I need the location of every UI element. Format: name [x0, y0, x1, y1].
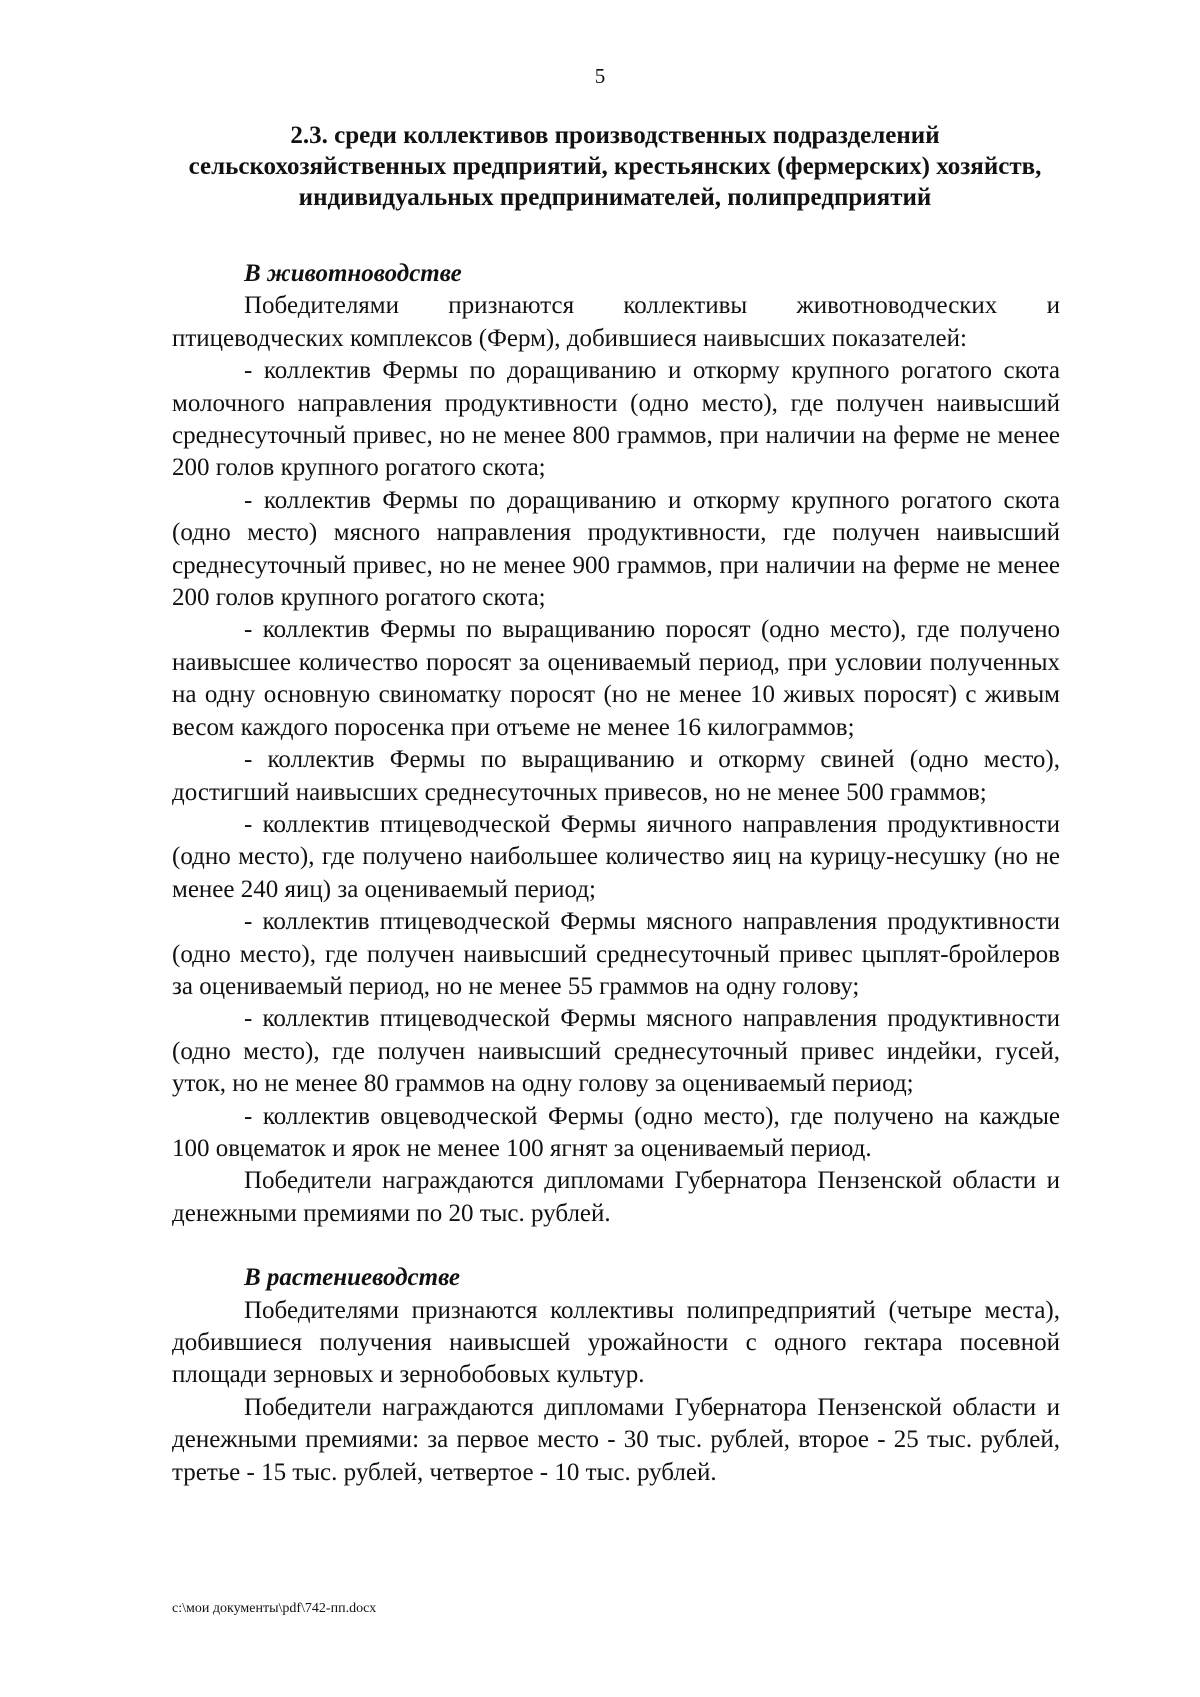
section-heading: 2.3. среди коллективов производственных подразделений сельскохозяйственных предприятий, крестьянских (фермерских) хозяйств, индивидуальных предпринимателей, полипредприятий [188, 122, 1042, 211]
list-item: - коллектив овцеводческой Фермы (одно место), где получено на каждые 100 овцематок и ярок не менее 100 ягнят за оцениваемый период. [172, 1102, 1060, 1162]
crop-subheading: В растениеводстве [244, 1264, 461, 1292]
livestock-subheading: В животноводстве [244, 260, 462, 287]
document-body [172, 258, 1060, 1489]
spacer [172, 1230, 1060, 1262]
list-item: - коллектив Фермы по доращиванию и откорму крупного рогатого скота (одно место) мясного направления продуктивности, где получен наивысший среднесуточный привес, но не менее 900 граммов, при наличии на ферме не менее 200 голов крупного рогатого скота; [172, 486, 1060, 612]
crop-intro: Победителями признаются коллективы полипредприятий (четыре места), добившиеся получения наивысшей урожайности с одного гектара посевной площади зерновых и зернобобовых культур. [172, 1296, 1060, 1389]
livestock-reward: Победители награждаются дипломами Губернатора Пензенской области и денежными премиями по 20 тыс. рублей. [172, 1167, 1060, 1227]
file-path-footer: c:\мои документы\pdf\742-пп.docx [172, 1601, 377, 1616]
list-item: - коллектив Фермы по выращиванию поросят (одно место), где получено наивысшее количество поросят за оцениваемый период, при условии полученных на одну основную свиноматку поросят (но не менее 10 живых поросят) с живым весом каждого поросенка при отъеме не менее 16 килограммов; [172, 616, 1060, 741]
crop-reward: Победители награждаются дипломами Губернатора Пензенской области и денежными премиями: за первое место - 30 тыс. рублей, второе - 25 тыс. рублей, третье - 15 тыс. рублей, четвертое - 10 тыс. рублей. [172, 1393, 1060, 1486]
list-item: - коллектив Фермы по выращиванию и откорму свиней (одно место), достигший наивысших среднесуточных привесов, но не менее 500 граммов; [172, 746, 1060, 806]
list-item: - коллектив птицеводческой Фермы яичного направления продуктивности (одно место), где получено наибольшее количество яиц на курицу-несушку (но не менее 240 яиц) за оцениваемый период; [172, 810, 1060, 903]
list-item: - коллектив птицеводческой Фермы мясного направления продуктивности (одно место), где получен наивысший среднесуточный привес цыплят-бройлеров за оцениваемый период, но не менее 55 граммов на одну голову; [172, 908, 1060, 1000]
page-number: 5 [594, 64, 606, 88]
list-item: - коллектив Фермы по доращиванию и откорму крупного рогатого скота молочного направления продуктивности (одно место), где получен наивысший среднесуточный привес, но не менее 800 граммов, при наличии на ферме не менее 200 голов крупного рогатого скота; [172, 357, 1060, 482]
livestock-intro: Победителями признаются коллективы животноводческих и птицеводческих комплексов (Ферм), добившиеся наивысших показателей: [172, 292, 1060, 352]
list-item: - коллектив птицеводческой Фермы мясного направления продуктивности (одно место), где получен наивысший среднесуточный привес индейки, гусей, уток, но не менее 80 граммов на одну голову за оцениваемый период; [172, 1005, 1060, 1098]
